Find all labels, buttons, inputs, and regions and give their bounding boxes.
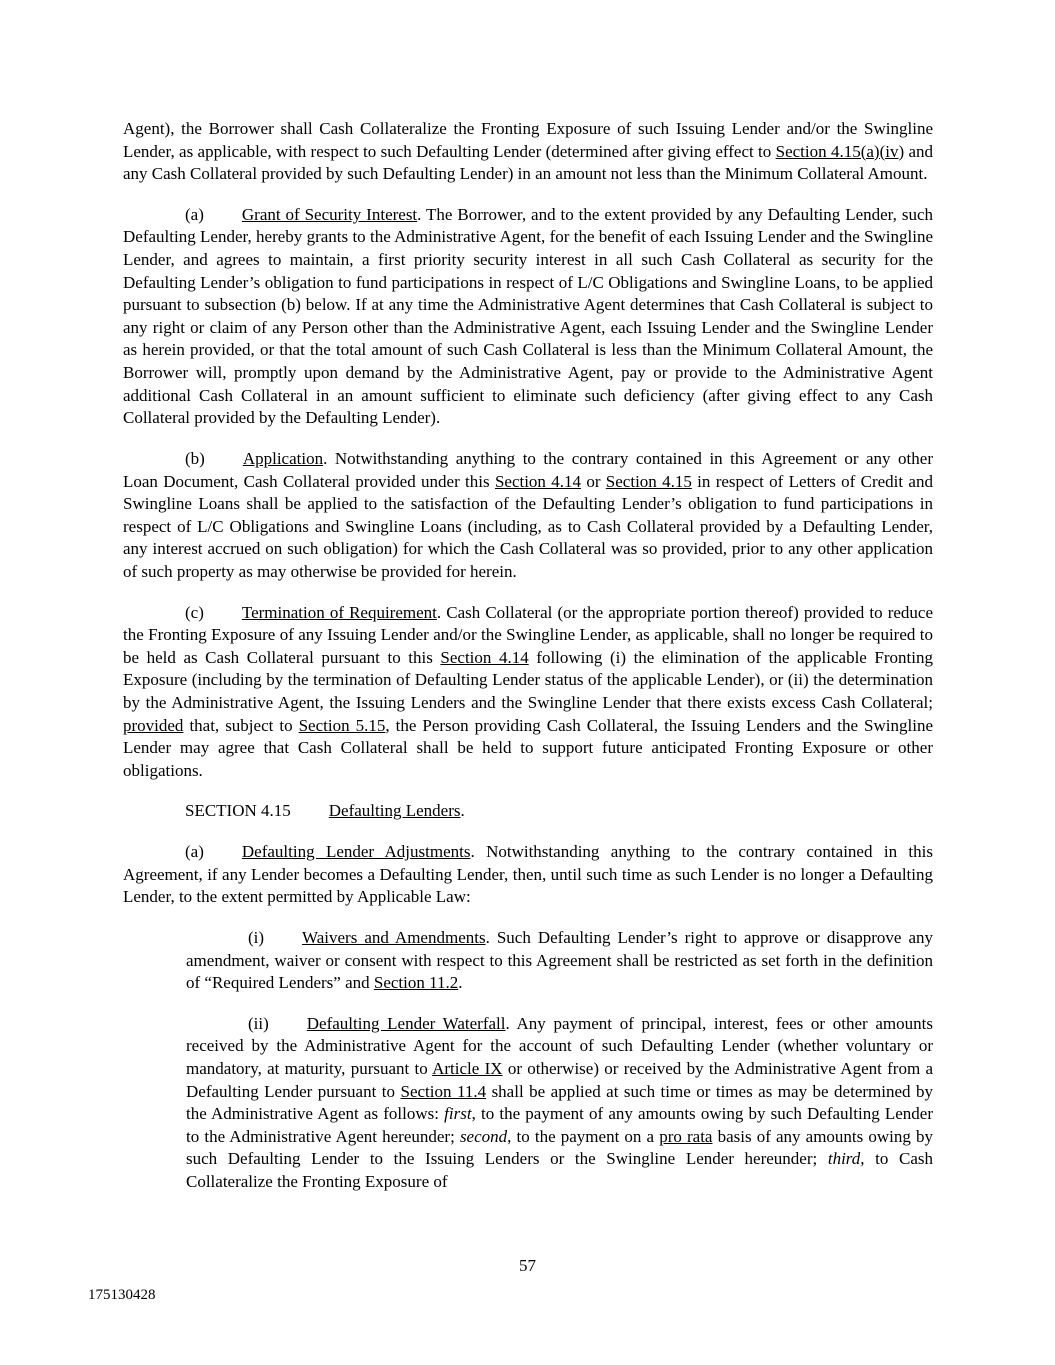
text-run: , to Cash Collateralize the Fronting Exposure of bbox=[186, 1149, 933, 1191]
paragraph bbox=[123, 841, 933, 909]
text-run: (ii) bbox=[248, 1013, 269, 1033]
text-run: . bbox=[458, 973, 463, 993]
text-run: Article IX bbox=[432, 1058, 503, 1078]
text-run: or otherwise) or received by the Administrative Agent from a Defaulting Lender pursuant to bbox=[186, 1058, 933, 1101]
text-run: , to the payment on a bbox=[507, 1126, 660, 1146]
paragraph bbox=[123, 602, 933, 783]
text-run: . Any payment of principal, interest, fees or other amounts received by the Administrative Agent for the account of such Defaulting Lender (whether voluntary or mandatory, at maturity, pursuant to bbox=[186, 1013, 933, 1078]
text-run: Section 11.4 bbox=[400, 1081, 487, 1101]
text-run: Termination of Requirement bbox=[241, 602, 437, 622]
text-run: Defaulting Lender Adjustments bbox=[241, 842, 471, 862]
text-run: first bbox=[444, 1104, 472, 1124]
text-run: . The Borrower, and to the extent provided by any Defaulting Lender, such Defaulting Lender, hereby grants to the Administrative Agent, for the benefit of each Issuing Lender and the Swingline Lender, and agrees to maintain, a first priority security interest in all such Cash Collateral as security for the Defaulting Lender’s obligation to fund participations in respect of L/C Obligations and Swingline Loans, to be applied pursuant to subsection (b) below. If at any time the Administrative Agent determines that Cash Collateral is subject to any right or claim of any Person other than the Administrative Agent, each Issuing Lender and the Swingline Lender as herein provided, or that the total amount of such Cash Collateral is less than the Minimum Collateral Amount, the Borrower will, promptly upon demand by the Administrative Agent, pay or provide to the Administrative Agent additional Cash Collateral in an amount sufficient to eliminate such deficiency (after giving effect to any Cash Collateral provided by the Defaulting Lender). bbox=[123, 204, 933, 428]
text-run: SECTION 4.15 bbox=[185, 801, 291, 821]
document-body bbox=[123, 118, 933, 1212]
text-run: . Such Defaulting Lender’s right to approve or disapprove any amendment, waiver or consent with respect to this Agreement shall be restricted as set forth in the definition of “Required Lenders” and bbox=[186, 927, 933, 993]
text-run: (i) bbox=[248, 927, 265, 947]
text-run: . bbox=[460, 801, 465, 821]
text-run: Section 5.15 bbox=[298, 715, 386, 735]
text-run: . Notwithstanding anything to the contrary contained in this Agreement or any other Loan Document, Cash Collateral provided under this bbox=[123, 448, 933, 491]
text-run: (a) bbox=[185, 842, 204, 862]
paragraph bbox=[123, 118, 933, 186]
text-run: following (i) the elimination of the applicable Fronting Exposure (including by the termination of Defaulting Lender status of the applicable Lender), or (ii) the determination by the Administrative Agent, the Issuing Lenders and the Swingline Lender that there exists excess Cash Collateral; bbox=[123, 647, 933, 713]
text-run: (b) bbox=[185, 448, 205, 468]
text-run: or bbox=[581, 471, 606, 491]
text-run: Section 4.15 bbox=[605, 471, 692, 491]
text-run: third bbox=[827, 1149, 861, 1169]
text-run: pro rata bbox=[659, 1126, 713, 1146]
text-run: second bbox=[459, 1126, 508, 1146]
document-id-footer: 175130428 bbox=[88, 1287, 156, 1303]
text-run: that, subject to bbox=[183, 715, 299, 735]
paragraph bbox=[123, 204, 933, 430]
text-run: , the Person providing Cash Collateral, the Issuing Lenders and the Swingline Lender may agree that Cash Collateral shall be held to support future anticipated Fronting Exposure or other obligations. bbox=[123, 715, 933, 780]
text-run: Application bbox=[242, 448, 324, 468]
text-run: Section 4.14 bbox=[440, 647, 529, 667]
text-run: basis of any amounts owing by such Defaulting Lender to the Issuing Lenders or the Swingline Lender hereunder; bbox=[186, 1126, 934, 1169]
text-run: (c) bbox=[185, 602, 204, 622]
text-run: Section 11.2 bbox=[373, 973, 459, 993]
text-run: Section 4.14 bbox=[494, 471, 581, 491]
text-run: . Cash Collateral (or the appropriate portion thereof) provided to reduce the Fronting Exposure of any Issuing Lender and/or the Swingline Lender, as applicable, shall no longer be required to be held as Cash Collateral pursuant to this bbox=[123, 602, 933, 667]
text-run: Defaulting Lenders bbox=[328, 801, 461, 821]
text-run: in respect of Letters of Credit and Swingline Loans shall be applied to the satisfaction of the Defaulting Lender’s obligation to fund participations in respect of L/C Obligations and Swingline Loans (including, as to Cash Collateral provided by a Defaulting Lender, any interest accrued on such obligation) for which the Cash Collateral was so provided, prior to any other application of such property as may otherwise be provided for herein. bbox=[123, 471, 933, 581]
text-run: Agent), the Borrower shall Cash Collateralize the Fronting Exposure of such Issuing Lender and/or the Swingline Lender, as applicable, with respect to such Defaulting Lender (determined after giving effect to bbox=[123, 119, 933, 161]
text-run: , to the payment of any amounts owing by such Defaulting Lender to the Administrative Agent hereunder; bbox=[186, 1104, 933, 1146]
text-run: Defaulting Lender Waterfall bbox=[306, 1013, 506, 1033]
text-run: Section 4.15(a)(iv) bbox=[775, 141, 905, 161]
paragraph bbox=[186, 927, 933, 995]
text-run: Grant of Security Interest bbox=[241, 204, 418, 224]
text-run: provided bbox=[123, 715, 184, 735]
page-number: 57 bbox=[519, 1256, 536, 1275]
paragraph bbox=[186, 1013, 933, 1194]
text-run: . Notwithstanding anything to the contrary contained in this Agreement, if any Lender becomes a Defaulting Lender, then, until such time as such Lender is no longer a Defaulting Lender, to the extent permitted by Applicable Law: bbox=[123, 842, 933, 907]
text-run: shall be applied at such time or times as may be determined by the Administrative Agent as follows: bbox=[186, 1081, 933, 1124]
text-run: Waivers and Amendments bbox=[302, 927, 486, 947]
paragraph bbox=[123, 800, 933, 823]
text-run: (a) bbox=[185, 204, 204, 224]
paragraph bbox=[123, 448, 933, 584]
text-run: and any Cash Collateral provided by such Defaulting Lender) in an amount not less than the Minimum Collateral Amount. bbox=[123, 141, 934, 184]
